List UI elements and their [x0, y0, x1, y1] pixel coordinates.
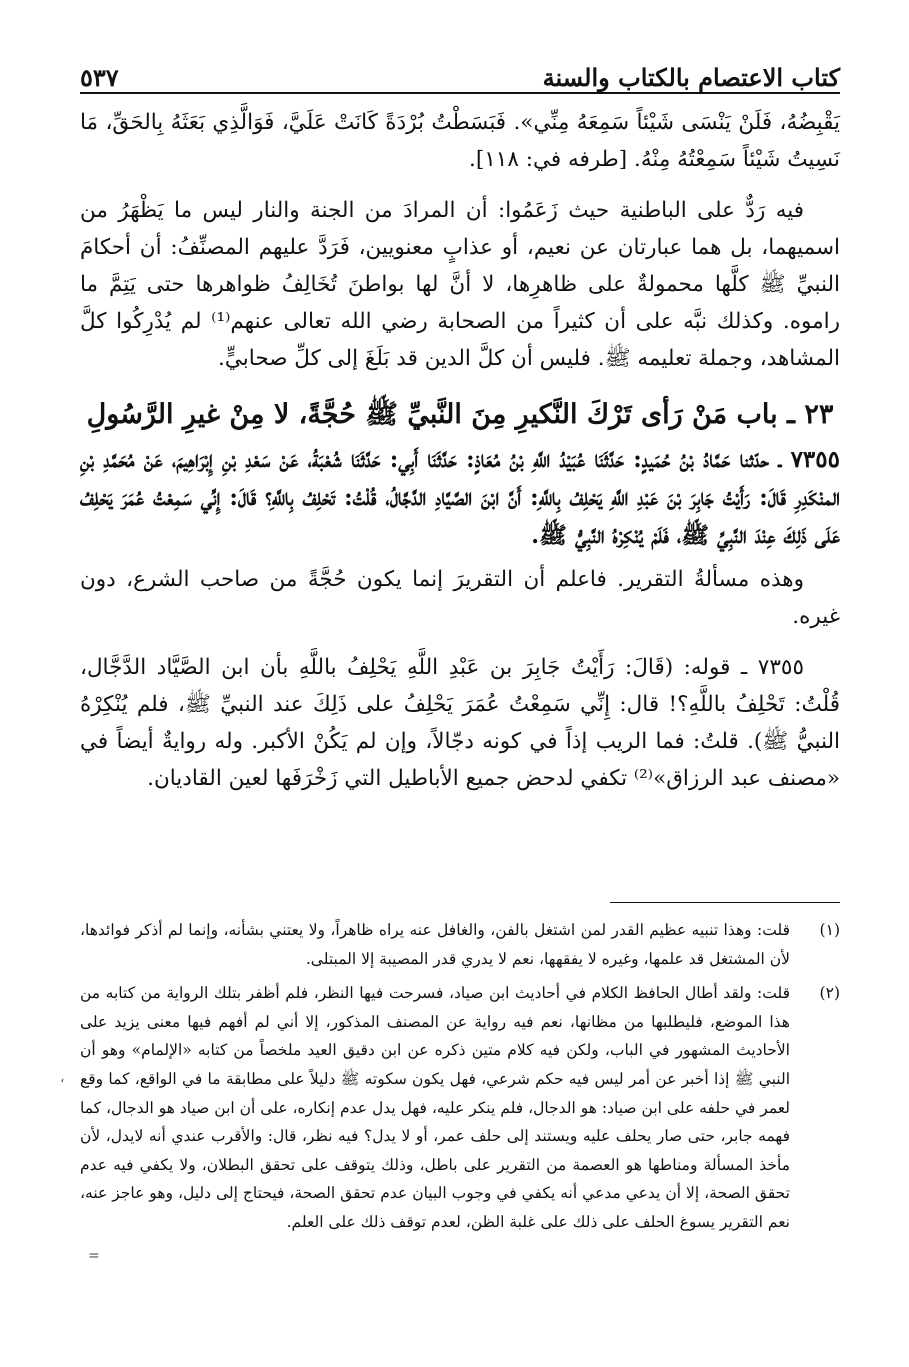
footnotes	[80, 916, 840, 1243]
paragraph-1: يَقْبِضُهُ، فَلَنْ يَنْسَى شَيْئاً سَمِعَهُ مِنِّي». فَبَسَطْتُ بُرْدَةً كَانَتْ عَلَيَّ، فَوَالَّذِي بَعَثَهُ بِالحَقِّ، مَا نَسِيتُ شَيْئاً سَمِعْتُهُ مِنْهُ. [طرفه في: ١١٨].	[80, 110, 840, 172]
paragraph-4: ٧٣٥٥ ـ قوله: (قَالَ: رَأَيْتُ جَابِرَ بن عَبْدِ اللَّهِ يَحْلِفُ باللَّهِ بأن ابن الصَّيَّاد الدَّجَّال، قُلْتُ: تَحْلِفُ باللَّهِ؟! قال: إِنِّي سَمِعْتُ عُمَرَ يَحْلِفُ على ذَلِكَ عند النبيِّ ﷺ، فلم يُنْكِرْهُ النبيُّ ﷺ). قلتُ: فما الريب إذاً في كونه دجّالاً، وإن لم يَكُنْ الأكبر. وله روايةٌ أيضاً في «مصنف عبد الرزاق»⁽²⁾ تكفي لدحض جميع الأباطيل التي زَخْرَفَها لعين القاديان.	[80, 655, 840, 791]
footnote-number: (٢)	[819, 984, 840, 1003]
footnote-number: (١)	[819, 921, 840, 939]
paragraph-3: وهذه مسألةُ التقرير. فاعلم أن التقريرَ إنما يكون حُجَّةً من صاحب الشرع، دون غيره.	[80, 567, 840, 629]
footnote-divider	[610, 902, 840, 903]
footnote-text: قلت: وهذا تنبيه عظيم القدر لمن اشتغل بالفن، والغافل عنه يراه ظاهراً، ولا يعتني بشأنه، وإنما لم أذكر فوائدها، لأن المشتغل قد علمها، وغيره لا يفقهها، نعم لا يدري قدر المصيبة إلا المبتلى.	[80, 921, 790, 968]
page-number: ٥٣٧	[80, 63, 119, 92]
paragraph-2: فيه رَدٌّ على الباطنية حيث زَعَمُوا: أن المرادَ من الجنة والنار ليس ما يَظْهَرُ من اسميهما، بل هما عبارتان عن نعيم، أو عذابٍ معنويين، فَرَدَّ عليهم المصنِّفُ: أن أحكامَ النبيِّ ﷺ كلَّها محمولةٌ على ظاهرِها، لا أنَّ لها بواطنَ تُخَالِفُ ظواهرها حتى يَتِمَّ ما راموه. وكذلك نبَّه على أن كثيراً من الصحابة رضي الله تعالى عنهم⁽¹⁾ لم يُدْرِكُوا كلَّ المشاهد، وجملة تعليمه ﷺ. فليس أن كلَّ الدين قد بَلَغَ إلى كلِّ صحابيٍّ.	[80, 198, 840, 371]
footnote-2	[80, 979, 840, 1236]
chapter-heading: ٢٣ ـ باب مَنْ رَأى تَرْكَ النَّكيرِ مِنَ النَّبيِّ ﷺ حُجَّةً، لا مِنْ غيرِ الرَّسُولِ	[86, 399, 834, 430]
running-header	[80, 50, 840, 94]
footnote-1	[80, 916, 840, 973]
book-title: كتاب الاعتصام بالكتاب والسنة	[542, 63, 840, 92]
page	[80, 50, 840, 1231]
footnote-text: قلت: ولقد أطال الحافظ الكلام في أحاديث ابن صياد، فسرحت فيها النظر، فلم أظفر بتلك الرواية من كتابه من هذا الموضع، فليطلبها من مظانها، نعم فيه رواية عن المصنف المذكور، إلا أني لم أفهم فيها معنى يزيد على الأحاديث المشهور في الباب، ولكن فيه كلام متين ذكره عن ابن دقيق العيد ملخصاً من كتابه «الإلمام» وهو أن النبي ﷺ إذا أخبر عن أمر ليس فيه حكم شرعي، فهل يكون سكوته ﷺ دليلاً على مطابقة ما في الواقع، كما وقع لعمر في حلفه على ابن صياد: هو الدجال، فلم ينكر عليه، فهل يدل عدم إنكاره، على أن ابن صياد هو الدجال، كما فهمه جابر، حتى صار يحلف عليه ويستند إلى حلف عمر، أو لا يدل؟ فيه نظر، قال: والأقرب عندي أنه لايدل، لأن مأخذ المسألة ومناطها هو العصمة من التقرير على باطل، وذلك يتوقف على تحقق البطلان، ولا يكفي فيه عدم تحقق الصحة، إلا أن يدعي مدعي أنه يكفي في وجوب البيان عدم تحقق الصحة، فيحتاج إلى دليل، وهو عاجز عنه، نعم التقرير يسوغ الحلف على ذلك على غلبة الظن، لعدم توقف ذلك على العلم.	[80, 984, 790, 1231]
hadith-text: ٧٣٥٥ ـ حدّثنا حَمَّادُ بْنُ حُمَيدٍ: حَدَّثَنَا عُبَيْدُ اللَّهِ بْنُ مُعَاذٍ: حَدَّثَنَا أَبِي: حَدَّثَنَا شُعْبَةُ، عَنْ سَعْدِ بْنِ إِبْرَاهِيمَ، عَنْ مُحَمَّدِ بْنِ المنْكَدِرِ قَالَ: رَأَيْتُ جَابِرَ بْنَ عَبْدِ اللَّهِ يَحْلِفُ بِاللَّهِ: أَنَّ ابْنَ الصَّيَّادِ الدَّجَّالُ، قُلْتُ: تَحْلِفُ بِاللَّهِ؟ قَالَ: إِنِّي سَمِعْتُ عُمَرَ يَحْلِفُ عَلَى ذَلِكَ عِنْدَ النَّبِيِّ ﷺ، فَلَمْ يُنْكِرْهُ النَّبِيُّ ﷺ.	[80, 446, 840, 549]
margin-mark: ،	[60, 1070, 65, 1086]
bottom-margin-mark: =	[88, 1248, 100, 1264]
